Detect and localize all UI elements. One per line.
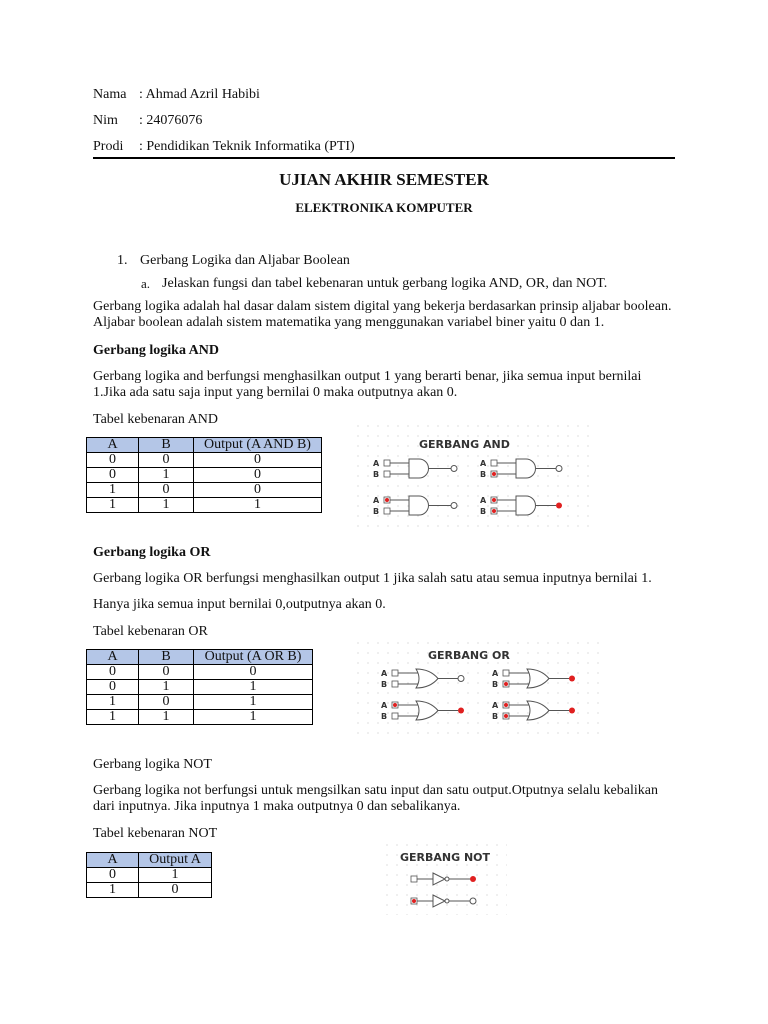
or-truth-table xyxy=(86,649,313,725)
subquestion-letter: a. xyxy=(141,276,151,291)
table-cell: 0 xyxy=(139,883,212,898)
and-diagram-title: GERBANG AND xyxy=(419,438,510,451)
table-row xyxy=(87,483,322,498)
nim-label: Nim xyxy=(93,113,118,128)
or-gate-diagram xyxy=(356,641,601,735)
or-heading: Gerbang logika OR xyxy=(93,545,211,560)
table-row xyxy=(87,680,313,695)
column-header: B xyxy=(139,438,194,453)
table-row xyxy=(87,453,322,468)
and-heading: Gerbang logika AND xyxy=(93,343,220,358)
page-subtitle: ELEKTRONIKA KOMPUTER xyxy=(295,200,473,215)
column-header: A xyxy=(87,650,139,665)
intro-paragraph: Gerbang logika adalah hal dasar dalam sistem digital yang bekerja berdasarkan prinsip aljabar boolean. Aljabar boolean adalah sistem matematika yang menggunakan variabel biner yaitu 0 dan 1. xyxy=(93,299,672,330)
not-diagram-title: GERBANG NOT xyxy=(400,851,491,864)
nim-value: : 24076076 xyxy=(139,113,203,128)
not-gate-svg xyxy=(385,843,507,915)
table-cell: 0 xyxy=(87,468,139,483)
table-cell: 1 xyxy=(87,483,139,498)
name-value: : Ahmad Azril Habibi xyxy=(139,87,260,102)
table-cell: 1 xyxy=(194,680,313,695)
table-cell: 1 xyxy=(87,498,139,513)
svg-text:B: B xyxy=(492,712,499,721)
table-cell: 1 xyxy=(87,883,139,898)
table-cell: 0 xyxy=(87,453,139,468)
or-description-1: Gerbang logika OR berfungsi menghasilkan output 1 jika salah satu atau semua inputnya bernilai 1. xyxy=(93,571,652,586)
prodi-label: Prodi xyxy=(93,139,124,154)
not-truth-table xyxy=(86,852,212,898)
identity-nim-row xyxy=(93,113,202,129)
and-table-label: Tabel kebenaran AND xyxy=(93,412,218,427)
identity-prodi-row xyxy=(93,139,355,155)
identity-name-row xyxy=(93,87,260,103)
svg-text:A: A xyxy=(492,669,499,678)
table-header-row xyxy=(87,650,313,665)
table-row xyxy=(87,498,322,513)
table-cell: 0 xyxy=(139,453,194,468)
column-header: Output (A AND B) xyxy=(194,438,322,453)
svg-text:A: A xyxy=(480,496,487,505)
column-header: Output A xyxy=(139,853,212,868)
svg-text:B: B xyxy=(492,680,499,689)
table-row xyxy=(87,868,212,883)
svg-text:A: A xyxy=(492,701,499,710)
table-header-row xyxy=(87,853,212,868)
or-diagram-title: GERBANG OR xyxy=(428,649,510,662)
svg-text:A: A xyxy=(373,459,380,468)
name-label: Nama xyxy=(93,87,127,102)
subquestion-text: Jelaskan fungsi dan tabel kebenaran untuk gerbang logika AND, OR, dan NOT. xyxy=(162,276,608,291)
not-gate-diagram xyxy=(385,843,507,915)
table-cell: 0 xyxy=(194,483,322,498)
table-cell: 1 xyxy=(139,498,194,513)
table-cell: 0 xyxy=(87,680,139,695)
or-description-2: Hanya jika semua input bernilai 0,outputnya akan 0. xyxy=(93,597,386,612)
not-table-label: Tabel kebenaran NOT xyxy=(93,826,218,841)
and-description: Gerbang logika and berfungsi menghasilkan output 1 yang berarti benar, jika semua input bernilai 1.Jika ada satu saja input yang bernilai 0 maka outputnya akan 0. xyxy=(93,369,642,400)
table-cell: 1 xyxy=(194,695,313,710)
column-header: A xyxy=(87,853,139,868)
table-cell: 0 xyxy=(139,665,194,680)
table-cell: 0 xyxy=(139,483,194,498)
svg-text:B: B xyxy=(480,470,487,479)
svg-text:A: A xyxy=(373,496,380,505)
table-cell: 0 xyxy=(87,868,139,883)
svg-text:B: B xyxy=(381,712,388,721)
and-gate-diagram xyxy=(356,424,596,534)
svg-text:B: B xyxy=(480,507,487,516)
table-cell: 0 xyxy=(87,665,139,680)
table-cell: 1 xyxy=(139,868,212,883)
or-gate-svg xyxy=(356,641,601,735)
svg-text:B: B xyxy=(373,470,380,479)
table-row xyxy=(87,710,313,725)
svg-text:B: B xyxy=(381,680,388,689)
table-row xyxy=(87,883,212,898)
table-cell: 1 xyxy=(194,498,322,513)
svg-text:A: A xyxy=(480,459,487,468)
table-cell: 0 xyxy=(139,695,194,710)
table-cell: 0 xyxy=(194,468,322,483)
table-header-row xyxy=(87,438,322,453)
table-cell: 0 xyxy=(194,453,322,468)
header-divider xyxy=(93,157,675,159)
table-row xyxy=(87,695,313,710)
table-cell: 1 xyxy=(139,710,194,725)
question-text: Gerbang Logika dan Aljabar Boolean xyxy=(140,253,350,268)
column-header: A xyxy=(87,438,139,453)
table-cell: 1 xyxy=(139,468,194,483)
svg-text:A: A xyxy=(381,669,388,678)
not-description: Gerbang logika not berfungsi untuk mengsilkan satu input dan satu output.Otputnya selalu kebalikan dari inputnya. Jika inputnya 1 maka outputnya 0 dan sebalikanya. xyxy=(93,783,658,814)
prodi-value: : Pendidikan Teknik Informatika (PTI) xyxy=(139,139,355,154)
or-table-label: Tabel kebenaran OR xyxy=(93,624,208,639)
and-truth-table xyxy=(86,437,322,513)
column-header: Output (A OR B) xyxy=(194,650,313,665)
table-row xyxy=(87,665,313,680)
not-heading: Gerbang logika NOT xyxy=(93,757,212,772)
table-row xyxy=(87,468,322,483)
svg-text:B: B xyxy=(373,507,380,516)
table-cell: 1 xyxy=(87,710,139,725)
table-cell: 1 xyxy=(139,680,194,695)
question-number: 1. xyxy=(117,253,128,268)
table-cell: 1 xyxy=(87,695,139,710)
table-cell: 0 xyxy=(194,665,313,680)
svg-text:A: A xyxy=(381,701,388,710)
table-cell: 1 xyxy=(194,710,313,725)
page-title: UJIAN AKHIR SEMESTER xyxy=(279,170,489,189)
and-gate-svg xyxy=(356,424,596,534)
column-header: B xyxy=(139,650,194,665)
